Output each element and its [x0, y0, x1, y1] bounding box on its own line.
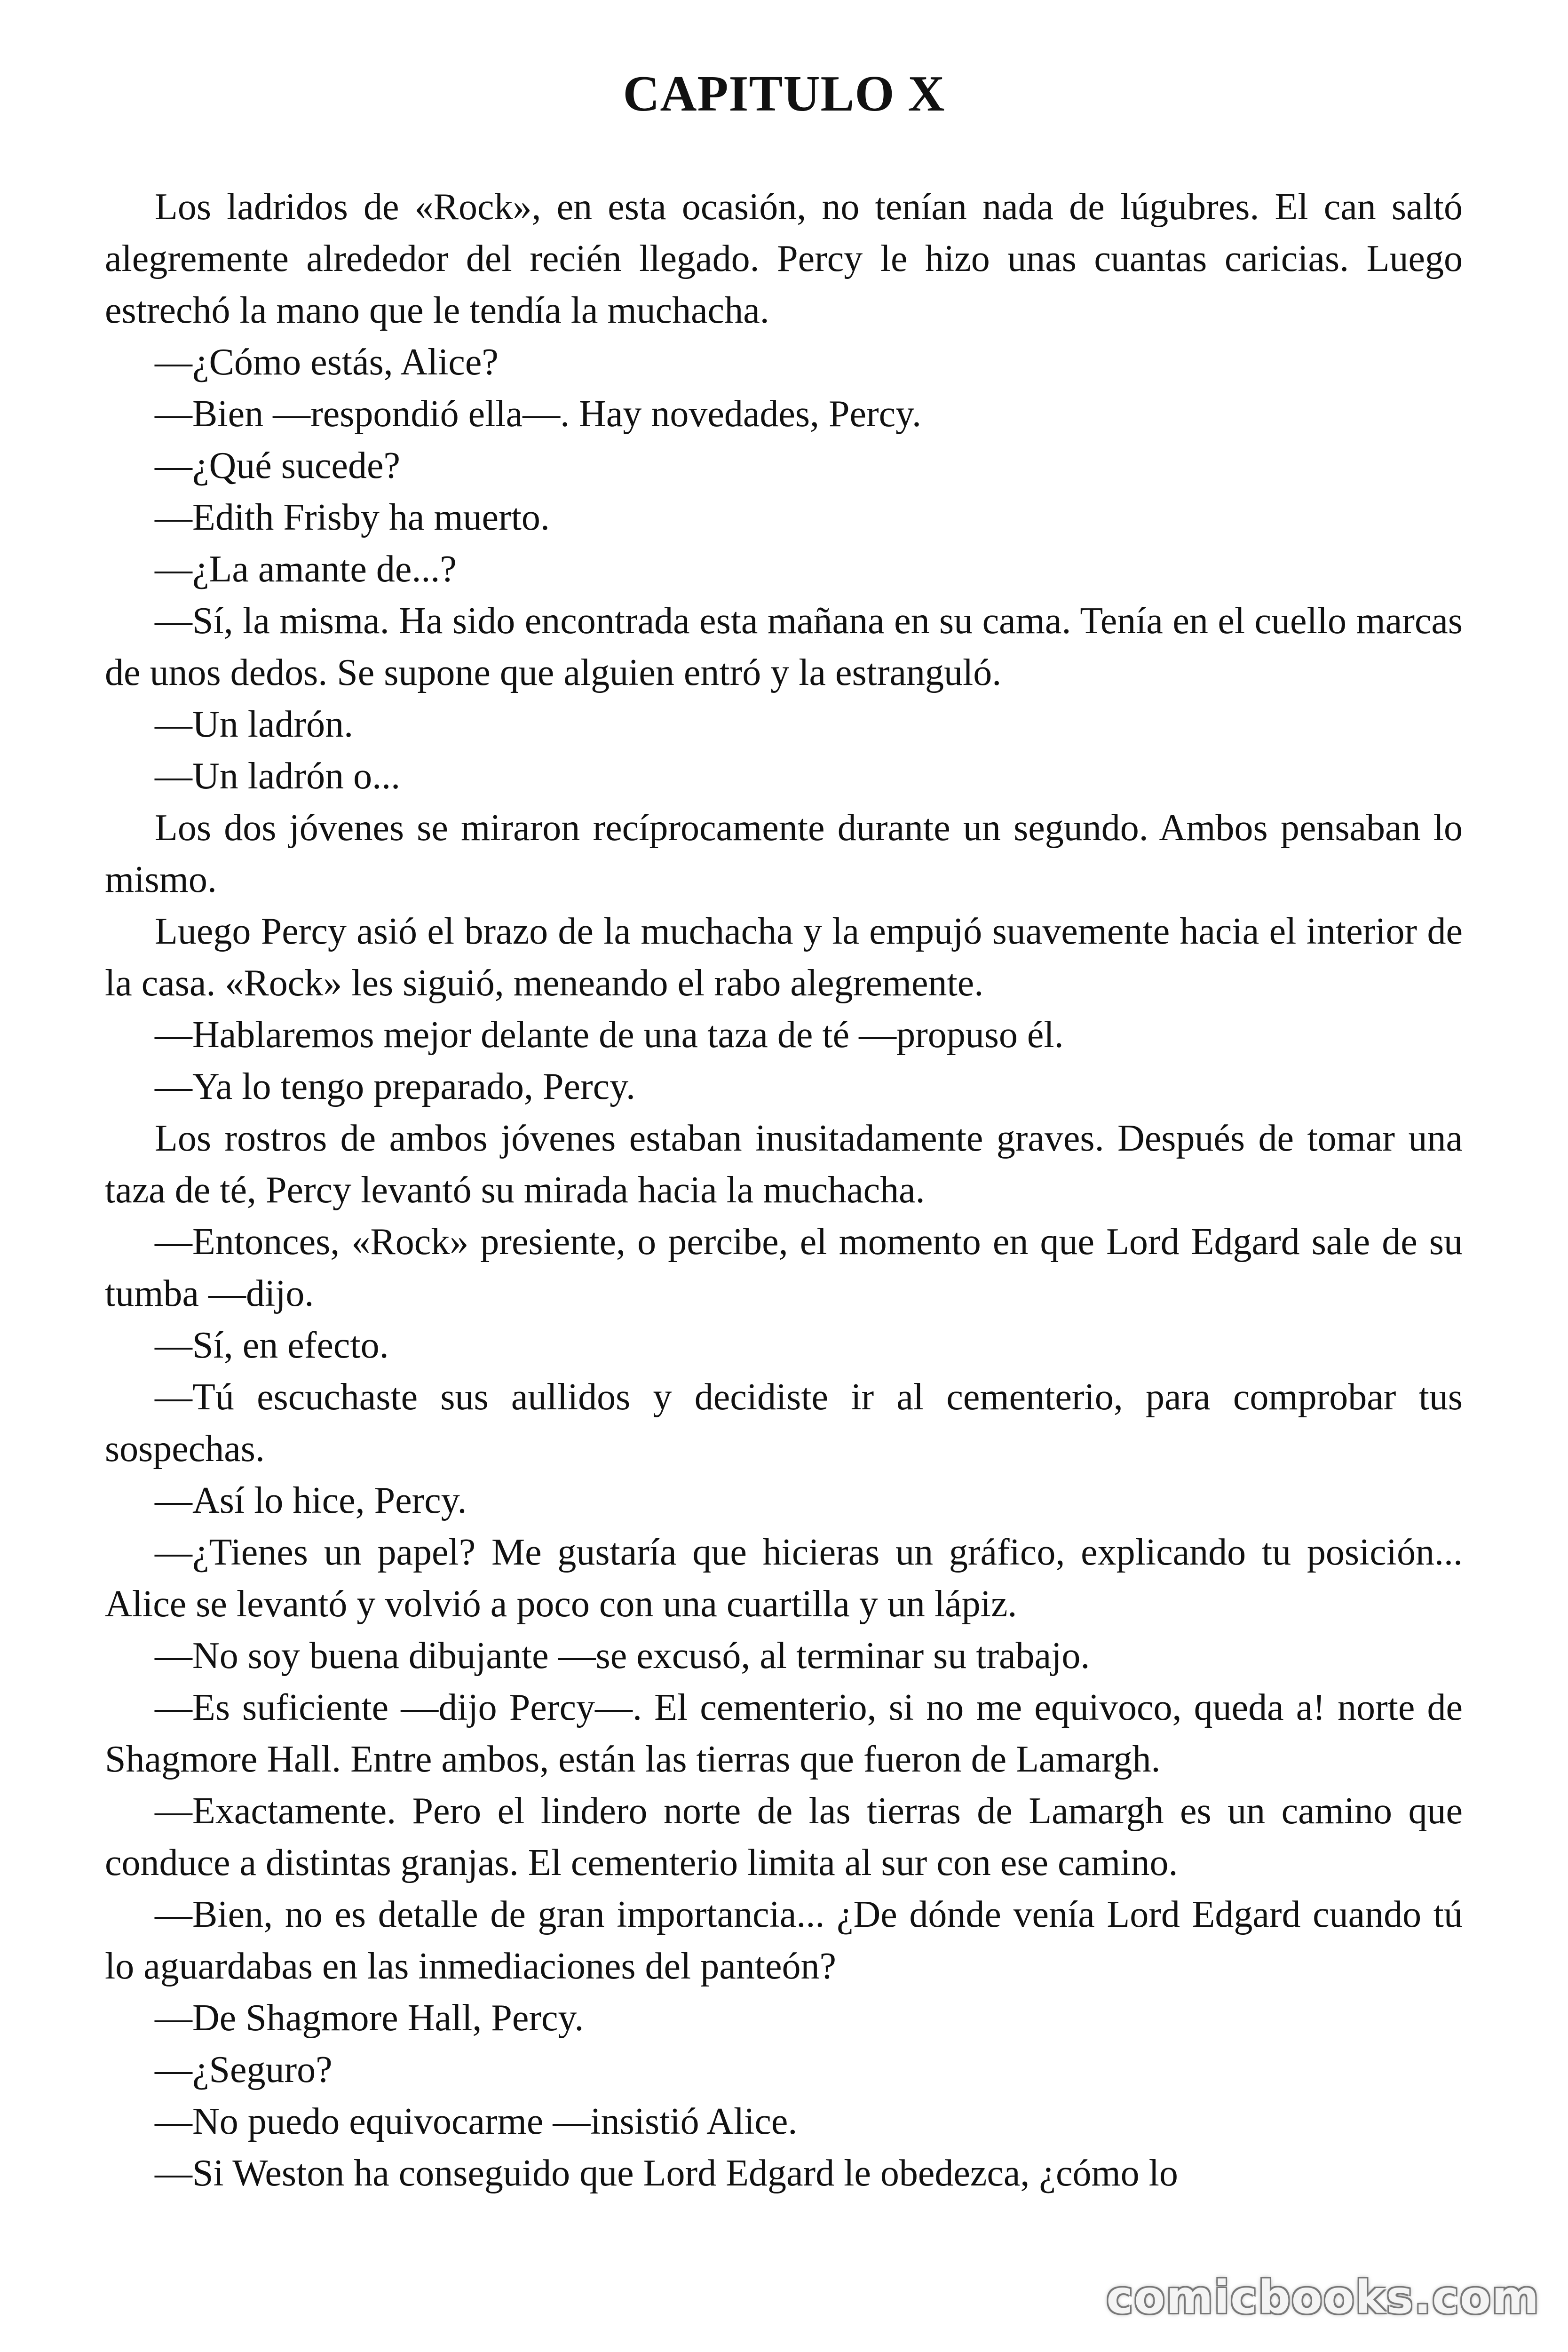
paragraph: —Exactamente. Pero el lindero norte de las tierras de Lamargh es un camino que conduce a distintas granjas. El cementerio limita al sur con ese camino. [105, 1790, 1463, 1883]
paragraph: Los ladridos de «Rock», en esta ocasión, no tenían nada de lúgubres. El can saltó alegremente alrededor del recién llegado. Percy le hizo unas cuantas caricias. Luego estrechó la mano que le tendía la muchacha. [105, 186, 1463, 331]
paragraph: —Si Weston ha conseguido que Lord Edgard le obedezca, ¿cómo lo [155, 2153, 1178, 2194]
paragraph: —Es suficiente —dijo Percy—. El cementerio, si no me equivoco, queda a! norte de Shagmore Hall. Entre ambos, están las tierras que fueron de Lamargh. [105, 1687, 1463, 1780]
paragraph: —Bien, no es detalle de gran importancia... ¿De dónde venía Lord Edgard cuando tú lo aguardabas en las inmediaciones del panteón? [105, 1894, 1463, 1987]
paragraph: —Un ladrón o... [155, 755, 401, 797]
chapter-title: CAPITULO X [623, 66, 945, 122]
paragraph: Luego Percy asió el brazo de la muchacha y la empujó suavemente hacia el interior de la casa. «Rock» les siguió, meneando el rabo alegremente. [105, 911, 1463, 1004]
paragraph: —Sí, en efecto. [155, 1325, 389, 1366]
paragraph: —Hablaremos mejor delante de una taza de té —propuso él. [155, 1014, 1064, 1056]
paragraph: —Bien —respondió ella—. Hay novedades, Percy. [155, 393, 921, 435]
paragraph: —¿Cómo estás, Alice? [155, 342, 499, 383]
paragraph: —Edith Frisby ha muerto. [155, 497, 550, 538]
paragraph: —No puedo equivocarme —insistió Alice. [155, 2101, 798, 2142]
paragraph: Los dos jóvenes se miraron recíprocamente durante un segundo. Ambos pensaban lo mismo. [105, 807, 1463, 900]
paragraph: —¿Seguro? [155, 2049, 333, 2090]
paragraph: —¿La amante de...? [155, 548, 457, 590]
watermark: comicbooks.com [1106, 2271, 1540, 2324]
paragraph: —Así lo hice, Percy. [155, 1480, 467, 1521]
paragraph: —De Shagmore Hall, Percy. [155, 1997, 584, 2039]
paragraph: —¿Qué sucede? [155, 445, 400, 486]
paragraph: —¿Tienes un papel? Me gustaría que hicieras un gráfico, explicando tu posición... Alice se levantó y volvió a poco con una cuartilla y un lápiz. [105, 1532, 1463, 1625]
paragraph: —Ya lo tengo preparado, Percy. [155, 1066, 635, 1107]
paragraph: —Tú escuchaste sus aullidos y decidiste ir al cementerio, para comprobar tus sospechas. [105, 1376, 1463, 1470]
paragraph: —Un ladrón. [155, 704, 354, 745]
paragraph: —No soy buena dibujante —se excusó, al terminar su trabajo. [155, 1635, 1090, 1677]
paragraph: —Entonces, «Rock» presiente, o percibe, el momento en que Lord Edgard sale de su tumba —dijo. [105, 1221, 1463, 1314]
paragraph: Los rostros de ambos jóvenes estaban inusitadamente graves. Después de tomar una taza de té, Percy levantó su mirada hacia la muchacha. [105, 1118, 1463, 1211]
paragraph: —Sí, la misma. Ha sido encontrada esta mañana en su cama. Tenía en el cuello marcas de unos dedos. Se supone que alguien entró y la estranguló. [105, 600, 1463, 693]
chapter-body [105, 181, 1463, 2199]
